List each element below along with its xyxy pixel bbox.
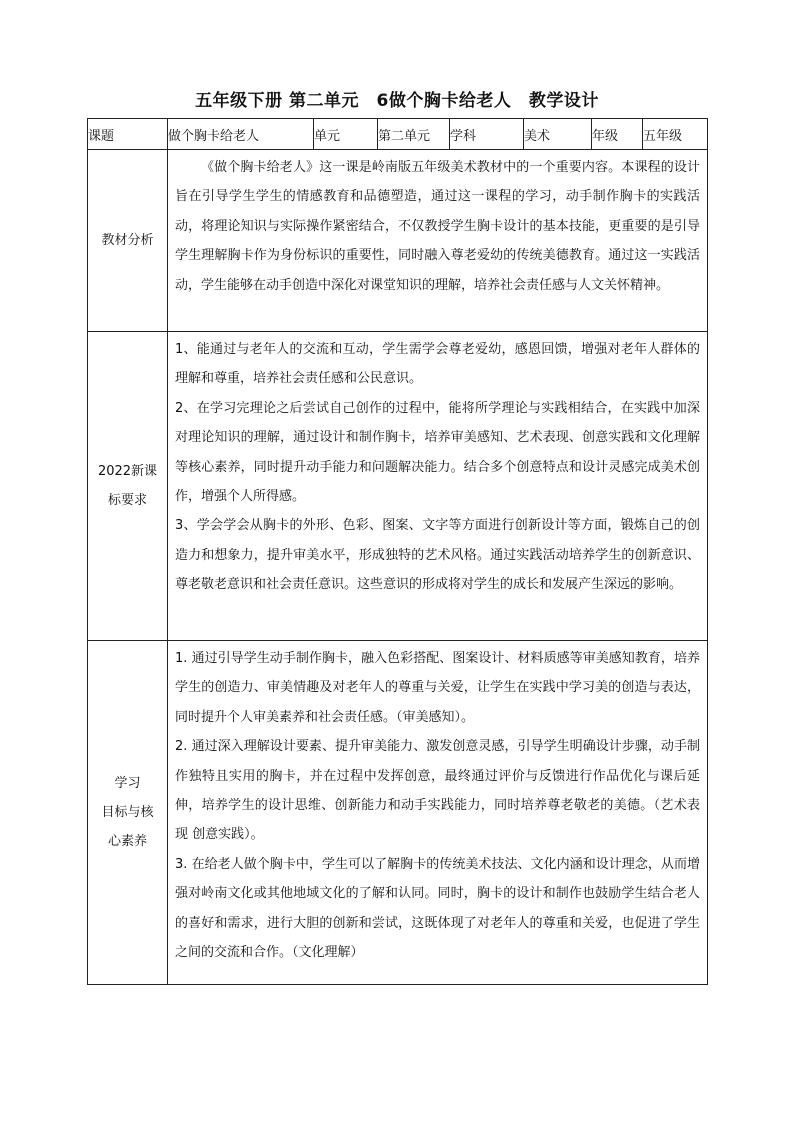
standards-label-line1: 2022新课 xyxy=(97,464,158,479)
standards-label-line2: 标要求 xyxy=(107,493,147,508)
header-row xyxy=(88,119,708,150)
analysis-content xyxy=(168,150,708,332)
analysis-text: 《做个胸卡给老人》这一课是岭南版五年级美术教材中的一个重要内容。本课程的设计旨在引导学生学生的情感教育和品德塑造，通过这一课程的学习，动手制作胸卡的实践活动，将理论知识与实际操作紧密结合，不仅教授学生胸卡设计的基本技能，更重要的是引导学生理解胸卡作为身份标识的重要性，同时融入尊老爱幼的传统美德教育。通过这一实践活动，学生能够在动手创造中深化对课堂知识的理解，培养社会责任感与人文关怀精神。 xyxy=(175,160,700,293)
standards-item: 2、在学习完理论之后尝试自己创作的过程中，能将所学理论与实践相结合，在实践中加深对理论知识的理解，通过设计和制作胸卡，培养审美感知、艺术表现、创意实践和文化理解等核心素养，同时提升动手能力和问题解决能力。结合多个创意特点和设计灵感完成美术创作，增强个人所得感。 xyxy=(175,400,700,505)
goals-content xyxy=(168,641,708,985)
standards-item: 1、能通过与老年人的交流和互动，学生需学会尊老爱幼，感恩回馈，增强对老年人群体的理解和尊重，培养社会责任感和公民意识。 xyxy=(175,342,700,387)
goals-item: 3. 在给老人做个胸卡中，学生可以了解胸卡的传统美术技法、文化内涵和设计理念，从而增强对岭南文化或其他地域文化的了解和认同。同时，胸卡的设计和制作也鼓励学生结合老人的喜好和需求，进行大胆的创新和尝试，这既体现了对老年人的尊重和关爱，也促进了学生之间的交流和合作。（文化理解） xyxy=(175,856,700,961)
goals-item: 1. 通过引导学生动手制作胸卡，融入色彩搭配、图案设计、材料质感等审美感知教育，培养学生的创造力、审美情趣及对老年人的尊重与关爱，让学生在实践中学习美的创造与表达，同时提升个人审美素养和社会责任感。（审美感知）。 xyxy=(175,651,700,725)
goals-item: 2. 通过深入理解设计要素、提升审美能力、激发创意灵感，引导学生明确设计步骤，动手制作独特且实用的胸卡，并在过程中发挥创意，最终通过评价与反馈进行作品优化与课后延伸，培养学生的设计思维、创新能力和动手实践能力，同时培养尊老敬老的美德。（艺术表现 创意实践）。 xyxy=(175,739,700,843)
page-title: 五年级下册 第二单元 6做个胸卡给老人 教学设计 xyxy=(195,91,599,111)
subject-label: 学科 xyxy=(450,119,524,150)
goals-label-line1: 学习 xyxy=(114,776,141,791)
unit-value: 第二单元 xyxy=(378,119,450,150)
standards-row xyxy=(88,332,708,641)
goals-label xyxy=(88,641,168,985)
subject-value: 美术 xyxy=(524,119,592,150)
analysis-row xyxy=(88,150,708,332)
goals-label-line3: 心素养 xyxy=(107,834,147,849)
goals-label-line2: 目标与核 xyxy=(101,805,154,820)
standards-content xyxy=(168,332,708,641)
course-label: 课题 xyxy=(88,119,168,150)
unit-label: 单元 xyxy=(314,119,378,150)
standards-label xyxy=(88,332,168,641)
course-value: 做个胸卡给老人 xyxy=(168,119,314,150)
grade-value: 五年级 xyxy=(643,119,708,150)
goals-row xyxy=(88,641,708,985)
grade-label: 年级 xyxy=(592,119,643,150)
standards-item: 3、学会学会从胸卡的外形、色彩、图案、文字等方面进行创新设计等方面，锻炼自己的创造力和想象力，提升审美水平，形成独特的艺术风格。通过实践活动培养学生的创新意识、尊老敬老意识和社会责任意识。这些意识的形成将对学生的成长和发展产生深远的影响。 xyxy=(175,518,700,593)
analysis-label: 教材分析 xyxy=(88,150,168,332)
lesson-plan-table xyxy=(87,118,708,985)
